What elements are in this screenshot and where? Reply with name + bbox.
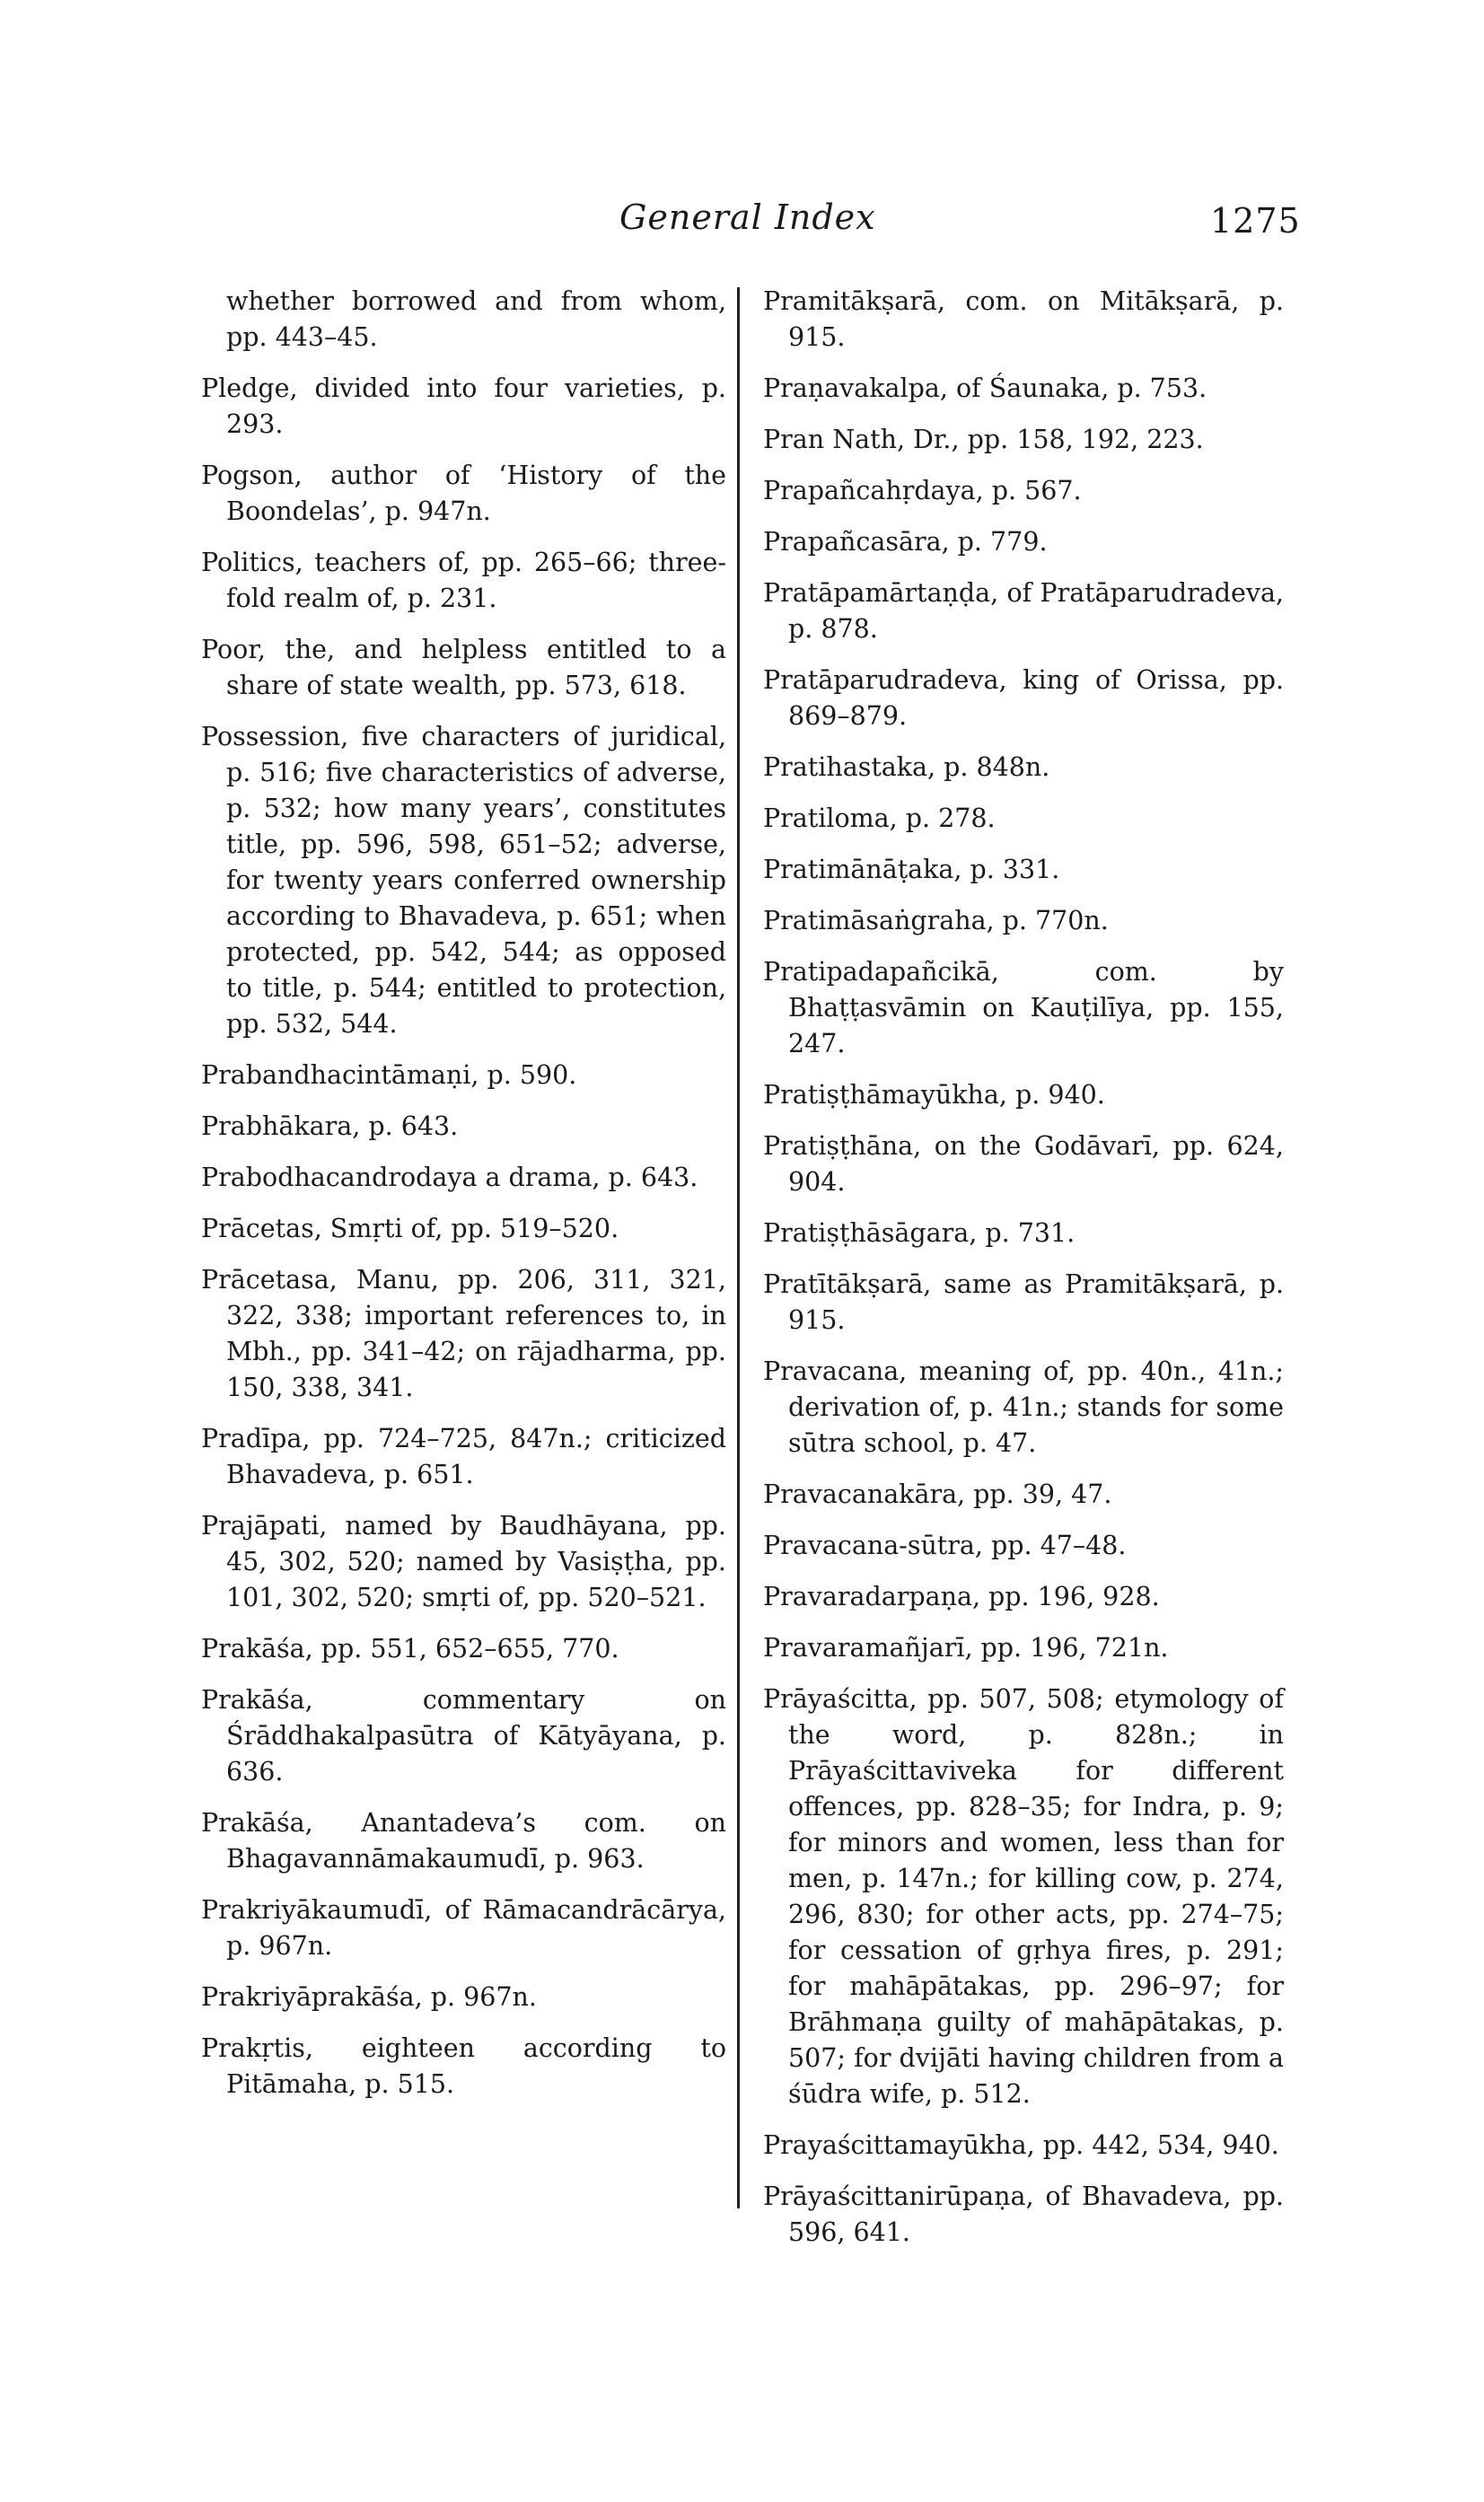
index-entry: Pratimānāṭaka, p. 331. <box>763 855 1060 884</box>
index-entry: Prabodhacandrodaya a drama, p. 643. <box>201 1163 698 1192</box>
index-entry: Prabhākara, p. 643. <box>201 1111 459 1141</box>
index-entry: Pravaramañjarī, pp. 196, 721n. <box>763 1633 1169 1663</box>
index-entry: Pratimāsaṅgraha, p. 770n. <box>763 906 1109 935</box>
index-entry: Pratihastaka, p. 848n. <box>763 752 1050 782</box>
index-entry: Pratāparudradeva, king of Orissa, pp. 869–879. <box>763 665 1284 731</box>
index-entry: Prakṛtis, eighteen according to Pitāmaha, p. 515. <box>201 2033 726 2099</box>
column-divider <box>737 287 740 2208</box>
index-entry: Prāyaścittanirūpaṇa, of Bhavadeva, pp. 596, 641. <box>763 2182 1284 2247</box>
index-entry: Possession, five characters of juridical, p. 516; five characteristics of adverse, p. 532; how many years’, constitutes title, pp. 596, 598, 651–52; adverse, for twenty years conferred ownership according to Bhavadeva, p. 651; when protected, pp. 542, 544; as opposed to title, p. 544; entitled to protection, pp. 532, 544. <box>201 722 726 1039</box>
index-entry: Prabandhacintāmaṇi, p. 590. <box>201 1060 577 1090</box>
index-entry: Prajāpati, named by Baudhāyana, pp. 45, 302, 520; named by Vasiṣṭha, pp. 101, 302, 520; smṛti of, pp. 520–521. <box>201 1511 726 1612</box>
index-entry: Pratiloma, p. 278. <box>763 803 996 833</box>
index-entry: Prapañcahṛdaya, p. 567. <box>763 476 1082 505</box>
index-entry: Pramitākṣarā, com. on Mitākṣarā, p. 915. <box>763 286 1284 352</box>
index-entry: Pratāpamārtaṇḍa, of Pratāparudradeva, p. 878. <box>763 578 1284 644</box>
index-entry: Politics, teachers of, pp. 265–66; three-fold realm of, p. 231. <box>201 548 726 613</box>
index-entry: Pratipadapañcikā, com. by Bhaṭṭasvāmin on Kauṭilīya, pp. 155, 247. <box>763 957 1284 1058</box>
index-column-left <box>201 284 726 2118</box>
index-entry: Pravacanakāra, pp. 39, 47. <box>763 1479 1112 1509</box>
index-entry: Pratiṣṭhāsāgara, p. 731. <box>763 1218 1076 1248</box>
index-entry: Pratiṣṭhāna, on the Godāvarī, pp. 624, 904. <box>763 1131 1284 1197</box>
index-entry: Prakriyākaumudī, of Rāmacandrācārya, p. 967n. <box>201 1895 726 1961</box>
index-entry: whether borrowed and from whom, pp. 443–45. <box>226 286 726 352</box>
index-entry: Prakāśa, commentary on Śrāddhakalpasūtra of Kātyāyana, p. 636. <box>201 1685 726 1787</box>
index-entry: Pratītākṣarā, same as Pramitākṣarā, p. 915. <box>763 1269 1284 1335</box>
index-entry: Pogson, author of ‘History of the Boondelas’, p. 947n. <box>201 461 726 526</box>
page-number: 1275 <box>1210 201 1301 241</box>
index-column-right <box>763 284 1284 2266</box>
index-entry: Prakriyāprakāśa, p. 967n. <box>201 1982 537 2012</box>
index-entry: Pledge, divided into four varieties, p. 293. <box>201 373 726 439</box>
index-entry: Prayaścittamayūkha, pp. 442, 534, 940. <box>763 2130 1279 2160</box>
index-entry: Prakāśa, Anantadeva’s com. on Bhagavannāmakaumudī, p. 963. <box>201 1808 726 1874</box>
index-entry: Pratiṣṭhāmayūkha, p. 940. <box>763 1080 1105 1110</box>
index-entry: Pran Nath, Dr., pp. 158, 192, 223. <box>763 425 1204 454</box>
index-entry: Prāyaścitta, pp. 507, 508; etymology of the word, p. 828n.; in Prāyaścittaviveka for different offences, pp. 828–35; for Indra, p. 9; for minors and women, less than for men, p. 147n.; for killing cow, p. 274, 296, 830; for other acts, pp. 274–75; for cessation of gṛhya fires, p. 291; for mahāpātakas, pp. 296–97; for Brāhmaṇa guilty of mahāpātakas, p. 507; for dvijāti having children from a śūdra wife, p. 512. <box>763 1684 1284 2109</box>
index-entry: Pradīpa, pp. 724–725, 847n.; criticized Bhavadeva, p. 651. <box>201 1424 726 1489</box>
index-entry: Prakāśa, pp. 551, 652–655, 770. <box>201 1634 619 1664</box>
index-entry: Poor, the, and helpless entitled to a share of state wealth, pp. 573, 618. <box>201 635 726 700</box>
index-entry: Prapañcasāra, p. 779. <box>763 527 1048 557</box>
index-entry: Pravacana-sūtra, pp. 47–48. <box>763 1531 1127 1560</box>
index-entry: Pravaradarpaṇa, pp. 196, 928. <box>763 1582 1160 1611</box>
index-entry: Prācetasa, Manu, pp. 206, 311, 321, 322, 338; important references to, in Mbh., pp. 341–42; on rājadharma, pp. 150, 338, 341. <box>201 1265 726 1402</box>
index-entry: Prācetas, Smṛti of, pp. 519–520. <box>201 1214 619 1243</box>
index-entry: Praṇavakalpa, of Śaunaka, p. 753. <box>763 373 1207 403</box>
running-header-title: General Index <box>619 198 876 237</box>
index-entry: Pravacana, meaning of, pp. 40n., 41n.; derivation of, p. 41n.; stands for some sūtra school, p. 47. <box>763 1356 1284 1458</box>
